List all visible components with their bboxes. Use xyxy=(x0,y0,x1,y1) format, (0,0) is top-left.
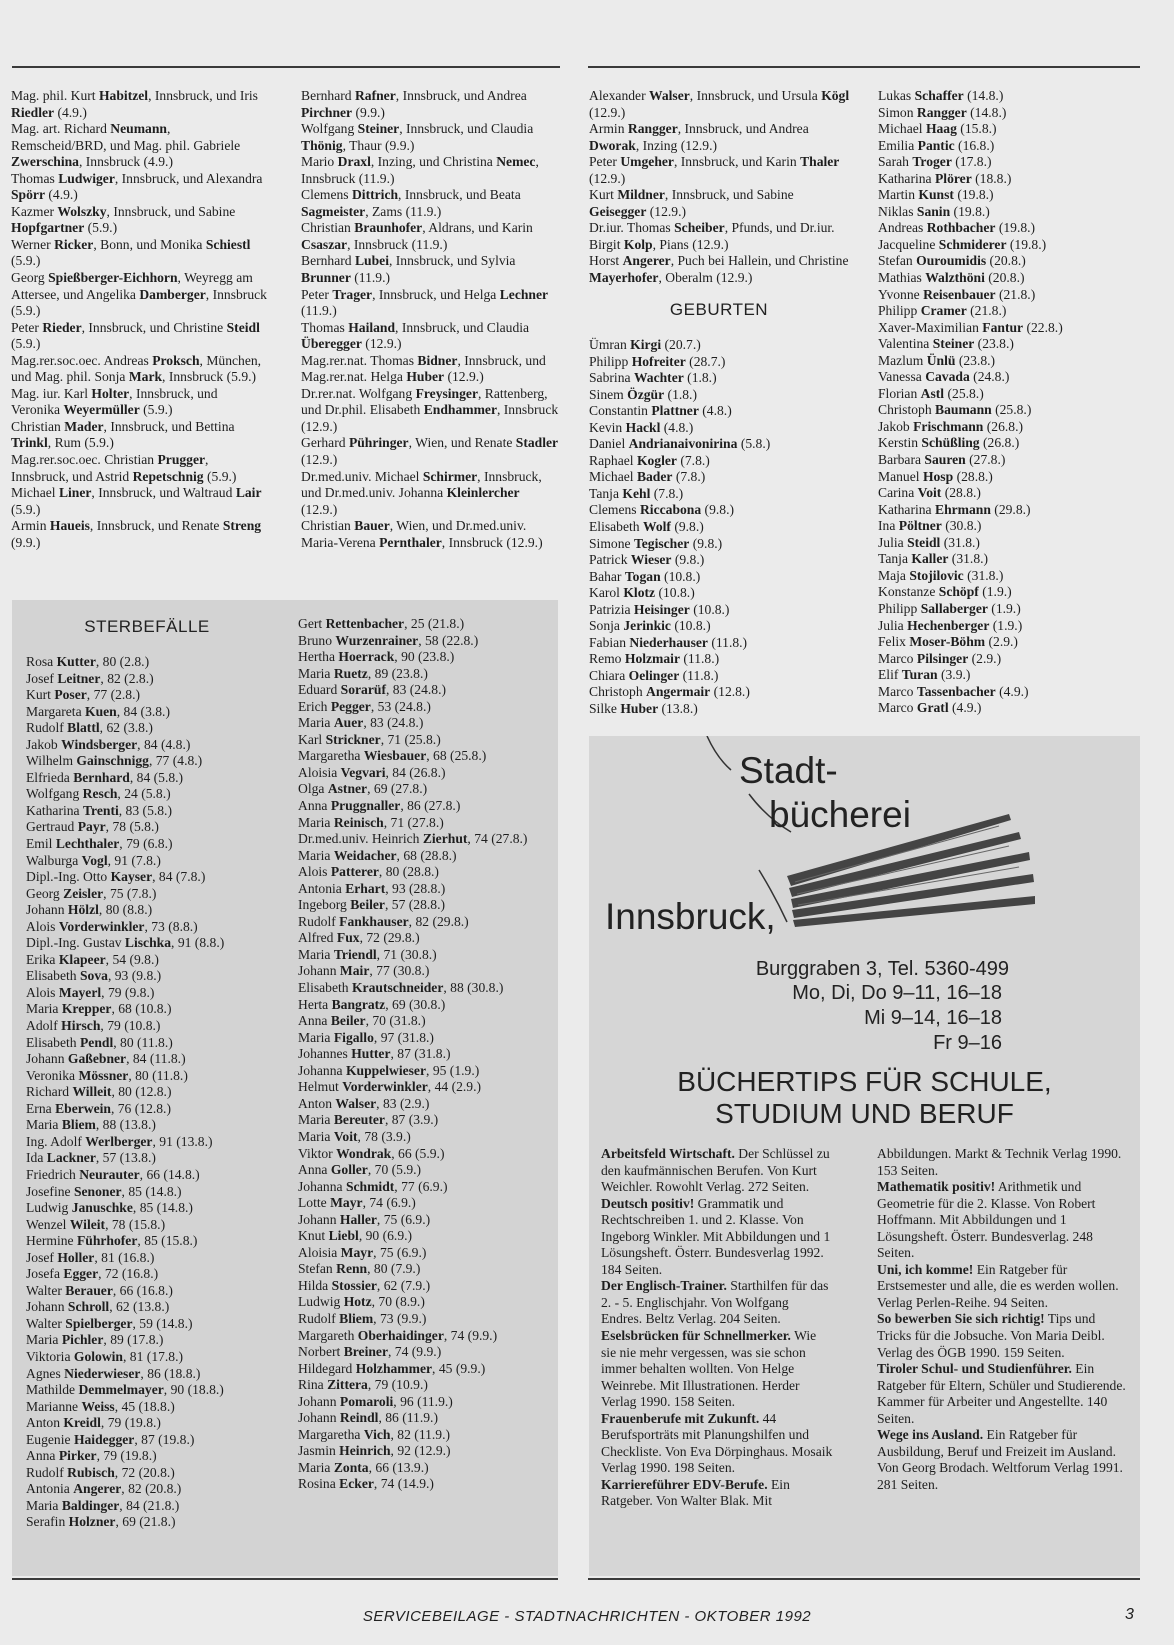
death-entry: Johann Hölzl, 80 (8.8.) xyxy=(26,902,153,918)
birth-entry: Felix Moser-Böhm (2.9.) xyxy=(878,634,1018,650)
birth-entry: Jakob Frischmann (26.8.) xyxy=(878,418,1024,434)
death-entry: Maria Figallo, 97 (31.8.) xyxy=(298,1029,434,1045)
book-tips-left xyxy=(601,1146,833,1510)
birth-entry: Sarah Troger (17.8.) xyxy=(878,154,992,170)
birth-entry: Mazlum Ünlü (23.8.) xyxy=(878,352,996,368)
death-entry: Marianne Weiss, 45 (18.8.) xyxy=(26,1398,175,1414)
book-tip: Deutsch positiv! Grammatik und Rechtschreiben 1. und 2. Klasse. Von Ingeborg Winkler. Mit Abbildungen und 1 Lösungsheft. Österr. Bundesverlag 1992. 184 Seiten. xyxy=(601,1195,831,1277)
death-entry: Josefine Senoner, 85 (14.8.) xyxy=(26,1183,182,1199)
birth-entry: Ina Pöltner (30.8.) xyxy=(878,518,982,534)
death-entry: Norbert Breiner, 74 (9.9.) xyxy=(298,1344,442,1360)
death-entry: Josef Holler, 81 (16.8.) xyxy=(26,1249,155,1265)
birth-entry: Karol Klotz (10.8.) xyxy=(589,585,695,601)
death-entry: Ingeborg Beiler, 57 (28.8.) xyxy=(298,897,445,913)
death-entry: Viktor Wondrak, 66 (5.9.) xyxy=(298,1145,445,1161)
top-rule-left xyxy=(12,66,560,68)
death-entry: Johann Gaßebner, 84 (11.8.) xyxy=(26,1051,186,1067)
death-entry: Maria Pichler, 89 (17.8.) xyxy=(26,1332,164,1348)
death-entry: Maria Baldinger, 84 (21.8.) xyxy=(26,1497,180,1513)
page-footer: SERVICEBEILAGE - STADTNACHRICHTEN - OKTOBER 1992 xyxy=(362,1608,812,1625)
death-entry: Erna Eberwein, 76 (12.8.) xyxy=(26,1100,171,1116)
birth-entry: Tanja Kaller (31.8.) xyxy=(878,551,989,567)
marriage-entry: Christian Bauer, Wien, und Dr.med.univ. Maria-Verena Pernthaler, Innsbruck (12.9.) xyxy=(301,518,543,550)
death-entry: Jakob Windsberger, 84 (4.8.) xyxy=(26,736,191,752)
death-entry: Friedrich Neurauter, 66 (14.8.) xyxy=(26,1166,200,1182)
marriage-entry: Dr.rer.nat. Wolfgang Freysinger, Rattenberg, und Dr.phil. Elisabeth Endhammer, Innsbruck (12.9.) xyxy=(301,385,559,434)
book-tips-right xyxy=(877,1146,1127,1493)
birth-entry: Niklas Sanin (19.8.) xyxy=(878,203,990,219)
birth-entry: Konstanze Schöpf (1.9.) xyxy=(878,584,1012,600)
death-entry: Katharina Trenti, 83 (5.8.) xyxy=(26,802,172,818)
marriage-entry: Mag. phil. Kurt Habitzel, Innsbruck, und Iris Riedler (4.9.) xyxy=(11,88,258,120)
birth-entry: Maja Stojilovic (31.8.) xyxy=(878,567,1004,583)
death-entry: Rudolf Rubisch, 72 (20.8.) xyxy=(26,1464,175,1480)
marriage-entry: Clemens Dittrich, Innsbruck, und Beata Sagmeister, Zams (11.9.) xyxy=(301,187,521,219)
death-entry: Ida Lackner, 57 (13.8.) xyxy=(26,1150,156,1166)
birth-entry: Yvonne Reisenbauer (21.8.) xyxy=(878,286,1036,302)
deaths-column-2 xyxy=(298,616,556,1493)
birth-entry: Bahar Togan (10.8.) xyxy=(589,568,701,584)
page-number: 3 xyxy=(1125,1606,1134,1623)
marriage-entry: Christian Mader, Innsbruck, und Bettina Trinkl, Rum (5.9.) xyxy=(11,418,235,451)
death-entry: Karl Strickner, 71 (25.8.) xyxy=(298,731,441,747)
marriage-entry: Mario Draxl, Inzing, und Christina Nemec, Innsbruck (11.9.) xyxy=(301,154,539,186)
birth-entry: Julia Steidl (31.8.) xyxy=(878,534,980,550)
library-ad xyxy=(589,736,1140,1576)
death-entry: Wilhelm Gainschnigg, 77 (4.8.) xyxy=(26,753,203,769)
birth-entry: Valentina Steiner (23.8.) xyxy=(878,336,1014,352)
birth-entry: Christoph Angermair (12.8.) xyxy=(589,684,750,700)
buechertips-headline-2: STUDIUM UND BERUF xyxy=(715,1098,1014,1129)
death-entry: Alois Patterer, 80 (28.8.) xyxy=(298,864,439,880)
birth-entry: Christoph Baumann (25.8.) xyxy=(878,402,1032,418)
birth-entry: Kevin Hackl (4.8.) xyxy=(589,419,694,435)
birth-entry: Chiara Oelinger (11.8.) xyxy=(589,667,719,683)
death-entry: Antonia Erhart, 93 (28.8.) xyxy=(298,880,446,896)
birth-entry: Andreas Rothbacher (19.8.) xyxy=(878,220,1036,236)
birth-entry: Silke Huber (13.8.) xyxy=(589,701,698,717)
death-entry: Johann Mair, 77 (30.8.) xyxy=(298,963,430,979)
marriage-entry: Mag.rer.soc.oec. Andreas Proksch, München, und Mag. phil. Sonja Mark, Innsbruck (5.9.) xyxy=(11,352,262,385)
death-entry: Anna Pirker, 79 (19.8.) xyxy=(26,1448,157,1464)
birth-entry: Lukas Schaffer (14.8.) xyxy=(878,88,1004,103)
marriage-entry: Thomas Hailand, Innsbruck, und Claudia Überegger (12.9.) xyxy=(301,319,530,352)
births-column-1 xyxy=(589,337,851,718)
death-entry: Dipl.-Ing. Otto Kayser, 84 (7.8.) xyxy=(26,869,206,885)
death-entry: Helmut Vorderwinkler, 44 (2.9.) xyxy=(298,1079,482,1095)
deaths-column-1 xyxy=(26,654,284,1531)
birth-entry: Clemens Riccabona (9.8.) xyxy=(589,502,734,518)
marriage-entry: Georg Spießberger-Eichhorn, Weyregg am Attersee, und Angelika Damberger, Innsbruck (5.9.) xyxy=(11,270,267,319)
death-entry: Margareta Kuen, 84 (3.8.) xyxy=(26,703,170,719)
death-entry: Eduard Sorarüf, 83 (24.8.) xyxy=(298,682,446,698)
death-entry: Dipl.-Ing. Gustav Lischka, 91 (8.8.) xyxy=(26,935,225,951)
birth-entry: Patrizia Heisinger (10.8.) xyxy=(589,601,730,617)
death-entry: Herta Bangratz, 69 (30.8.) xyxy=(298,996,446,1012)
death-entry: Johanna Kuppelwieser, 95 (1.9.) xyxy=(298,1062,480,1078)
death-entry: Maria Bereuter, 87 (3.9.) xyxy=(298,1112,439,1128)
book-tip: Abbildungen. Markt & Technik Verlag 1990. 153 Seiten. xyxy=(877,1146,1122,1178)
buechertips-headline-1: BÜCHERTIPS FÜR SCHULE, xyxy=(677,1066,1052,1097)
bottom-rule-left xyxy=(12,1578,558,1580)
birth-entry: Elisabeth Wolf (9.8.) xyxy=(589,519,704,535)
book-tip: Wege ins Ausland. Ein Ratgeber für Ausbildung, Beruf und Freizeit im Ausland. Von Georg Brodach. Weltforum Verlag 1991. 281 Seiten. xyxy=(877,1427,1123,1492)
marriage-entry: Mag.rer.soc.oec. Christian Prugger, Innsbruck, und Astrid Repetschnig (5.9.) xyxy=(11,452,237,484)
death-entry: Rina Zittera, 79 (10.9.) xyxy=(298,1377,428,1393)
marriage-entry: Bernhard Rafner, Innsbruck, und Andrea Pirchner (9.9.) xyxy=(301,88,527,120)
marriage-entry: Gerhard Pühringer, Wien, und Renate Stadler (12.9.) xyxy=(301,435,559,468)
birth-entry: Fabian Niederhauser (11.8.) xyxy=(589,634,748,650)
death-entry: Elisabeth Krautschneider, 88 (30.8.) xyxy=(298,980,504,996)
death-entry: Ludwig Januschke, 85 (14.8.) xyxy=(26,1200,193,1216)
death-entry: Josef Leitner, 82 (2.8.) xyxy=(26,670,154,686)
death-entry: Hildegard Holzhammer, 45 (9.9.) xyxy=(298,1360,486,1376)
marriage-entry: Mag. art. Richard Neumann, Remscheid/BRD, und Mag. phil. Gabriele Zwerschina, Innsbruck (4.9.) xyxy=(11,121,241,170)
death-entry: Walter Spielberger, 59 (14.8.) xyxy=(26,1315,193,1331)
death-entry: Serafin Holzner, 69 (21.8.) xyxy=(26,1514,176,1530)
death-entry: Adolf Hirsch, 79 (10.8.) xyxy=(26,1018,161,1034)
birth-entry: Marco Pilsinger (2.9.) xyxy=(878,650,1002,666)
birth-entry: Patrick Wieser (9.8.) xyxy=(589,552,705,568)
birth-entry: Martin Kunst (19.8.) xyxy=(878,187,994,203)
death-entry: Maria Auer, 83 (24.8.) xyxy=(298,715,424,731)
birth-entry: Kerstin Schüßling (26.8.) xyxy=(878,435,1020,451)
birth-entry: Sabrina Wachter (1.8.) xyxy=(589,370,717,386)
marriage-entry: Peter Trager, Innsbruck, und Helga Lechner (11.9.) xyxy=(301,286,549,319)
death-entry: Johannes Hutter, 87 (31.8.) xyxy=(298,1046,451,1062)
geburten-heading: GEBURTEN xyxy=(669,300,769,319)
death-entry: Hilda Stossier, 62 (7.9.) xyxy=(298,1277,431,1293)
death-entry: Alois Mayerl, 79 (9.8.) xyxy=(26,984,155,1000)
logo-stadt: Stadt- xyxy=(739,750,838,791)
death-entry: Aloisia Vegvari, 84 (26.8.) xyxy=(298,764,446,780)
birth-entry: Vanessa Cavada (24.8.) xyxy=(878,369,1010,385)
birth-entry: Elif Turan (3.9.) xyxy=(878,667,971,683)
birth-entry: Sinem Özgür (1.8.) xyxy=(589,386,697,402)
birth-entry: Stefan Ouroumidis (20.8.) xyxy=(878,253,1026,269)
death-entry: Josefa Egger, 72 (16.8.) xyxy=(26,1266,159,1282)
marriage-entry: Peter Rieder, Innsbruck, und Christine Steidl (5.9.) xyxy=(11,319,260,352)
birth-entry: Julia Hechenberger (1.9.) xyxy=(878,617,1023,633)
death-entry: Rudolf Blattl, 62 (3.8.) xyxy=(26,720,153,736)
death-entry: Emil Lechthaler, 79 (6.8.) xyxy=(26,836,173,852)
birth-entry: Ümran Kirgi (20.7.) xyxy=(589,337,701,352)
death-entry: Johann Pomaroli, 96 (11.9.) xyxy=(298,1393,453,1409)
death-entry: Richard Willeit, 80 (12.8.) xyxy=(26,1084,172,1100)
death-entry: Alois Vorderwinkler, 73 (8.8.) xyxy=(26,918,198,934)
logo-innsbruck: Innsbruck, xyxy=(605,896,776,937)
death-entry: Anton Walser, 83 (2.9.) xyxy=(298,1095,430,1111)
death-entry: Ing. Adolf Werlberger, 91 (13.8.) xyxy=(26,1133,213,1149)
death-entry: Maria Zonta, 66 (13.9.) xyxy=(298,1459,429,1475)
birth-entry: Florian Astl (25.8.) xyxy=(878,385,984,401)
death-entry: Anna Pruggnaller, 86 (27.8.) xyxy=(298,798,461,814)
death-entry: Elisabeth Sova, 93 (9.8.) xyxy=(26,968,162,984)
birth-entry: Marco Tassenbacher (4.9.) xyxy=(878,683,1029,699)
death-entry: Aloisia Mayr, 75 (6.9.) xyxy=(298,1244,427,1260)
death-entry: Johann Haller, 75 (6.9.) xyxy=(298,1211,431,1227)
death-entry: Maria Voit, 78 (3.9.) xyxy=(298,1128,411,1144)
death-entry: Erika Klapeer, 54 (9.8.) xyxy=(26,951,159,967)
death-entry: Maria Triendl, 71 (30.8.) xyxy=(298,946,437,962)
death-entry: Maria Reinisch, 71 (27.8.) xyxy=(298,814,444,830)
marriage-entry: Armin Rangger, Innsbruck, und Andrea Dworak, Inzing (12.9.) xyxy=(589,121,809,153)
death-entry: Margaretha Vich, 82 (11.9.) xyxy=(298,1426,451,1442)
opening-hours-3: Fr 9–16 xyxy=(933,1032,1002,1054)
birth-entry: Raphael Kogler (7.8.) xyxy=(589,452,710,468)
death-entry: Rosina Ecker, 74 (14.9.) xyxy=(298,1476,434,1492)
birth-entry: Philipp Sallaberger (1.9.) xyxy=(878,600,1021,616)
death-entry: Maria Ruetz, 89 (23.8.) xyxy=(298,665,428,681)
marriage-entry: Michael Liner, Innsbruck, und Waltraud Lair (5.9.) xyxy=(11,485,262,517)
death-entry: Hertha Hoerrack, 90 (23.8.) xyxy=(298,649,455,665)
marriage-entry: Alexander Walser, Innsbruck, und Ursula Kögl (12.9.) xyxy=(589,88,850,120)
opening-hours-2: Mi 9–14, 16–18 xyxy=(864,1007,1002,1029)
death-entry: Elfrieda Bernhard, 84 (5.8.) xyxy=(26,769,184,785)
death-entry: Lotte Mayr, 74 (6.9.) xyxy=(298,1195,416,1211)
marriage-entry: Thomas Ludwiger, Innsbruck, und Alexandra Spörr (4.9.) xyxy=(11,170,263,203)
death-entry: Elisabeth Pendl, 80 (11.8.) xyxy=(26,1034,173,1050)
birth-entry: Marco Gratl (4.9.) xyxy=(878,700,982,716)
birth-entry: Constantin Plattner (4.8.) xyxy=(589,403,732,419)
marriages-column-3 xyxy=(589,88,851,287)
death-entry: Alfred Fux, 72 (29.8.) xyxy=(298,930,420,946)
death-entry: Ludwig Hotz, 70 (8.9.) xyxy=(298,1294,425,1310)
birth-entry: Philipp Cramer (21.8.) xyxy=(878,303,1007,319)
death-entry: Kurt Poser, 77 (2.8.) xyxy=(26,687,141,703)
marriage-entry: Mag. iur. Karl Holter, Innsbruck, und Veronika Weyermüller (5.9.) xyxy=(11,385,218,418)
marriage-entry: Horst Angerer, Puch bei Hallein, und Christine Mayerhofer, Oberalm (12.9.) xyxy=(589,253,849,286)
death-entry: Anna Beiler, 70 (31.8.) xyxy=(298,1013,426,1029)
birth-entry: Emilia Pantic (16.8.) xyxy=(878,137,995,153)
death-entry: Walburga Vogl, 91 (7.8.) xyxy=(26,852,161,868)
death-entry: Rudolf Fankhauser, 82 (29.8.) xyxy=(298,913,469,929)
birth-entry: Xaver-Maximilian Fantur (22.8.) xyxy=(878,319,1063,335)
opening-hours-1: Mo, Di, Do 9–11, 16–18 xyxy=(792,982,1002,1004)
death-entry: Mathilde Demmelmayer, 90 (18.8.) xyxy=(26,1382,224,1398)
marriage-entry: Kazmer Wolszky, Innsbruck, und Sabine Hopfgartner (5.9.) xyxy=(11,203,236,236)
birth-entry: Jacqueline Schmiderer (19.8.) xyxy=(878,236,1047,252)
death-entry: Johanna Schmidt, 77 (6.9.) xyxy=(298,1178,448,1194)
sterbefaelle-heading: STERBEFÄLLE xyxy=(84,617,210,636)
death-entry: Anton Kreidl, 79 (19.8.) xyxy=(26,1415,161,1431)
death-entry: Knut Liebl, 90 (6.9.) xyxy=(298,1228,413,1244)
marriage-entry: Bernhard Lubei, Innsbruck, und Sylvia Brunner (11.9.) xyxy=(301,253,516,286)
death-entry: Anna Goller, 70 (5.9.) xyxy=(298,1162,422,1178)
death-entry: Rudolf Bliem, 73 (9.9.) xyxy=(298,1310,427,1326)
death-entry: Wenzel Wileit, 78 (15.8.) xyxy=(26,1216,166,1232)
birth-entry: Simon Rangger (14.8.) xyxy=(878,104,1007,120)
death-entry: Maria Weidacher, 68 (28.8.) xyxy=(298,847,457,863)
top-rule-right xyxy=(588,66,1140,68)
birth-entry: Manuel Hosp (28.8.) xyxy=(878,468,993,484)
death-entry: Johann Reindl, 86 (11.9.) xyxy=(298,1410,438,1426)
birth-entry: Sonja Jerinkic (10.8.) xyxy=(589,618,711,634)
death-entry: Margareth Oberhaidinger, 74 (9.9.) xyxy=(298,1327,498,1343)
birth-entry: Katharina Ehrmann (29.8.) xyxy=(878,501,1031,517)
death-entry: Wolfgang Resch, 24 (5.8.) xyxy=(26,786,171,802)
marriage-entry: Werner Ricker, Bonn, und Monika Schiestl (5.9.) xyxy=(11,236,251,269)
birth-entry: Katharina Plörer (18.8.) xyxy=(878,170,1012,186)
book-tip: Arbeitsfeld Wirtschaft. Der Schlüssel zu den kaufmännischen Berufen. Von Kurt Weichler. Rowohlt Verlag. 272 Seiten. xyxy=(601,1146,830,1195)
birth-entry: Tanja Kehl (7.8.) xyxy=(589,485,684,501)
marriages-column-2 xyxy=(301,88,559,551)
death-entry: Margaretha Wiesbauer, 68 (25.8.) xyxy=(298,748,487,764)
birth-entry: Michael Haag (15.8.) xyxy=(878,121,997,137)
marriage-entry: Christian Braunhofer, Aldrans, und Karin Csaszar, Innsbruck (11.9.) xyxy=(301,220,533,252)
death-entry: Veronika Mössner, 80 (11.8.) xyxy=(26,1067,188,1083)
bottom-rule-right xyxy=(588,1578,1140,1580)
birth-entry: Philipp Hofreiter (28.7.) xyxy=(589,353,726,369)
death-entry: Walter Berauer, 66 (16.8.) xyxy=(26,1282,173,1298)
death-entry: Dr.med.univ. Heinrich Zierhut, 74 (27.8.) xyxy=(298,831,528,847)
death-entry: Agnes Niederwieser, 86 (18.8.) xyxy=(26,1365,201,1381)
marriage-entry: Dr.med.univ. Michael Schirmer, Innsbruck, und Dr.med.univ. Johanna Kleinlercher (12.9.) xyxy=(301,468,542,517)
book-tip: Eselsbrücken für Schnellmerker. Wie sie nie mehr vergessen, was sie schon immer behalten wollten. Von Helge Weinrebe. Mit Illustrationen. Herder Verlag 1990. 158 Seiten. xyxy=(601,1328,817,1410)
book-tip: So bewerben Sie sich richtig! Tips und Tricks für die Jobsuche. Von Maria Deibl. Verlag des ÖGB 1990. 159 Seiten. xyxy=(877,1311,1105,1360)
marriage-entry: Dr.iur. Thomas Scheiber, Pfunds, und Dr.iur. Birgit Kolp, Pians (12.9.) xyxy=(589,220,835,252)
death-entry: Antonia Angerer, 82 (20.8.) xyxy=(26,1481,182,1497)
death-entry: Rosa Kutter, 80 (2.8.) xyxy=(26,654,150,669)
marriage-entry: Wolfgang Steiner, Innsbruck, und Claudia Thönig, Thaur (9.9.) xyxy=(301,121,534,153)
library-logo-graphic xyxy=(589,736,1140,976)
death-entry: Eugenie Haidegger, 87 (19.8.) xyxy=(26,1431,195,1447)
book-tip: Tiroler Schul- und Studienführer. Ein Ratgeber für Eltern, Schüler und Studierende. Kammer für Arbeiter und Angestellte. 140 Seiten. xyxy=(877,1361,1126,1426)
death-entry: Viktoria Golowin, 81 (17.8.) xyxy=(26,1348,184,1364)
birth-entry: Michael Bader (7.8.) xyxy=(589,469,706,485)
book-tip: Der Englisch-Trainer. Starthilfen für das 2. - 5. Englischjahr. Von Wolfgang Endres. Beltz Verlag. 204 Seiten. xyxy=(601,1278,829,1327)
book-tip: Mathematik positiv! Arithmetik und Geometrie für die 2. Klasse. Von Robert Hoffmann. Mit Abbildungen und 1 Lösungsheft. Österr. Bundesverlag. 248 Seiten. xyxy=(877,1179,1096,1261)
death-entry: Olga Astner, 69 (27.8.) xyxy=(298,781,428,797)
death-entry: Johann Schroll, 62 (13.8.) xyxy=(26,1299,170,1315)
marriages-column-1 xyxy=(11,88,269,551)
death-entry: Hermine Führhofer, 85 (15.8.) xyxy=(26,1233,198,1249)
death-entry: Stefan Renn, 80 (7.9.) xyxy=(298,1261,421,1277)
birth-entry: Mathias Walzthöni (20.8.) xyxy=(878,270,1025,286)
book-tip: Uni, ich komme! Ein Ratgeber für Erstsemester und alle, die es werden wollen. Verlag Perlen-Reihe. 94 Seiten. xyxy=(877,1261,1119,1310)
birth-entry: Barbara Sauren (27.8.) xyxy=(878,452,1006,468)
death-entry: Gertraud Payr, 78 (5.8.) xyxy=(26,819,159,835)
book-tip: Frauenberufe mit Zukunft. 44 Berufsporträts mit Planungshilfen und Checkliste. Von Eva Dörpinghaus. Mosaik Verlag 1990. 198 Seiten. xyxy=(601,1410,833,1476)
death-entry: Maria Krepper, 68 (10.8.) xyxy=(26,1001,172,1017)
death-entry: Georg Zeisler, 75 (7.8.) xyxy=(26,885,157,901)
marriage-entry: Kurt Mildner, Innsbruck, und Sabine Geisegger (12.9.) xyxy=(589,187,794,219)
marriage-entry: Armin Haueis, Innsbruck, und Renate Streng (9.9.) xyxy=(11,518,262,550)
birth-entry: Remo Holzmair (11.8.) xyxy=(589,651,720,667)
marriage-entry: Peter Umgeher, Innsbruck, und Karin Thaler (12.9.) xyxy=(589,154,840,186)
births-column-2 xyxy=(878,88,1140,717)
death-entry: Bruno Wurzenrainer, 58 (22.8.) xyxy=(298,632,479,648)
death-entry: Maria Bliem, 88 (13.8.) xyxy=(26,1117,156,1133)
birth-entry: Daniel Andrianaivonirina (5.8.) xyxy=(589,436,771,452)
birth-entry: Simone Tegischer (9.8.) xyxy=(589,535,723,551)
marriage-entry: Mag.rer.nat. Thomas Bidner, Innsbruck, und Mag.rer.nat. Helga Huber (12.9.) xyxy=(301,352,546,385)
death-entry: Gert Rettenbacher, 25 (21.8.) xyxy=(298,616,465,631)
library-address: Burggraben 3, Tel. 5360-499 xyxy=(755,958,1009,980)
death-entry: Jasmin Heinrich, 92 (12.9.) xyxy=(298,1443,451,1459)
logo-buecherei: bücherei xyxy=(769,794,911,835)
death-entry: Erich Pegger, 53 (24.8.) xyxy=(298,698,431,714)
birth-entry: Carina Voit (28.8.) xyxy=(878,485,981,501)
book-tip: Karriereführer EDV-Berufe. Ein Ratgeber. Von Walter Blak. Mit xyxy=(601,1476,790,1509)
